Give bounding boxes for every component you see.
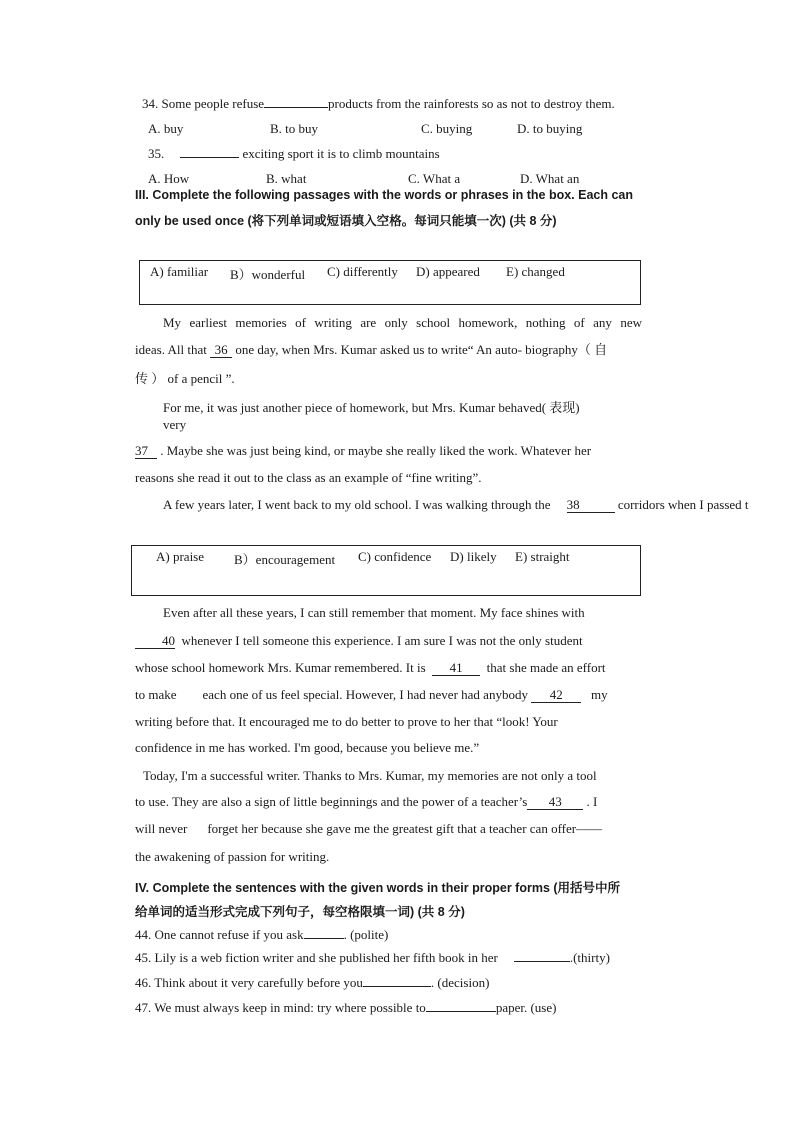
word-box-2-option-d: D) likely (450, 549, 497, 564)
passage-2-line-1: Even after all these years, I can still remember that moment. My face shines with (163, 605, 585, 620)
option-34-d[interactable]: D. to buying (517, 121, 583, 136)
passage-2-line-8: to use. They are also a sign of little beginnings and the power of a teacher’s 43 . I (135, 794, 598, 809)
question-47: 47. We must always keep in mind: try where possible to paper. (use) (135, 1000, 557, 1015)
passage-2-line-10: the awakening of passion for writing. (135, 849, 330, 864)
word-box-1-option-a: A) familiar (150, 264, 209, 279)
word-box-2 (131, 545, 641, 596)
answer-blank-42[interactable]: 42 (531, 688, 581, 703)
question-34: 34. Some people refuse products from the rainforests so as not to destroy them. (142, 96, 615, 111)
question-44: 44. One cannot refuse if you ask . (polite) (135, 927, 389, 942)
passage-1-line-1: My earliest memories of writing are only school homework, nothing of any new (163, 315, 642, 330)
passage-1-line-7: reasons she read it out to the class as an example of “fine writing”. (135, 470, 482, 485)
question-46: 46. Think about it very carefully before you . (decision) (135, 975, 490, 990)
passage-2-line-4: to make each one of us feel special. However, I had never had anybody 42 my (135, 687, 608, 702)
word-box-2-option-b: B）encouragement (234, 552, 336, 567)
section-3-heading-line1: III. Complete the following passages with the words or phrases in the box. Each can (135, 188, 634, 202)
answer-blank-46[interactable] (363, 986, 431, 987)
passage-2-line-6: confidence in me has worked. I'm good, because you believe me.” (135, 740, 480, 755)
passage-2-line-3: whose school homework Mrs. Kumar remembered. It is 41 that she made an effort (135, 660, 606, 675)
passage-2-line-5: writing before that. It encouraged me to do better to prove to her that “look! Your (135, 714, 558, 729)
word-box-1 (139, 260, 641, 305)
section-4-heading-line2: 给单词的适当形式完成下列句子，每空格限填一词) (共 8 分) (135, 905, 465, 919)
answer-blank-47[interactable] (426, 1011, 496, 1012)
passage-2-line-2: 40 whenever I tell someone this experience. I am sure I was not the only student (135, 633, 642, 649)
answer-blank-40[interactable]: 40 (135, 634, 175, 649)
answer-blank-37[interactable]: 37 (135, 444, 157, 459)
section-4-heading-line1: IV. Complete the sentences with the given words in their proper forms (用括号中所 (135, 881, 621, 895)
passage-1-line-5: very (163, 417, 187, 432)
option-35-d[interactable]: D. What an (520, 171, 580, 186)
option-34-a[interactable]: A. buy (148, 121, 184, 136)
question-35: 35. exciting sport it is to climb mountains (148, 146, 440, 161)
answer-blank-43[interactable]: 43 (527, 795, 583, 810)
word-box-1-option-c: C) differently (327, 264, 398, 279)
word-box-2-option-c: C) confidence (358, 549, 432, 564)
answer-blank-38[interactable]: 38 (567, 498, 615, 513)
option-34-b[interactable]: B. to buy (270, 121, 319, 136)
passage-1-line-2: ideas. All that 36 one day, when Mrs. Kumar asked us to write“ An auto- biography（ 自 (135, 342, 608, 357)
question-45: 45. Lily is a web fiction writer and she published her fifth book in her .(thirty) (135, 950, 610, 965)
option-35-b[interactable]: B. what (266, 171, 307, 186)
option-35-a[interactable]: A. How (148, 171, 190, 186)
passage-1-line-3: 传 ） of a pencil ”. (135, 371, 235, 386)
answer-blank-41[interactable]: 41 (432, 661, 480, 676)
answer-blank-35[interactable] (180, 157, 239, 158)
passage-1-line-4: For me, it was just another piece of homework, but Mrs. Kumar behaved( 表现) (163, 400, 580, 415)
answer-blank-36[interactable]: 36 (210, 343, 232, 358)
passage-1-line-6: 37 . Maybe she was just being kind, or maybe she really liked the work. Whatever her (135, 443, 592, 458)
answer-blank-44[interactable] (304, 938, 344, 939)
word-box-1-option-d: D) appeared (416, 264, 480, 279)
answer-blank-45[interactable] (514, 961, 570, 962)
word-box-1-option-e: E) changed (506, 264, 565, 279)
option-35-c[interactable]: C. What a (408, 171, 461, 186)
word-box-2-option-e: E) straight (515, 549, 570, 564)
answer-blank-34[interactable] (264, 107, 328, 108)
word-box-2-option-a: A) praise (156, 549, 205, 564)
passage-2-line-9: will never forget her because she gave me the greatest gift that a teacher can offer—— (135, 821, 603, 836)
section-3-heading-line2: only be used once (将下列单词或短语填入空格。每词只能填一次) (共 8 分) (135, 214, 557, 228)
passage-2-line-7: Today, I'm a successful writer. Thanks to Mrs. Kumar, my memories are not only a tool (143, 768, 597, 783)
word-box-1-option-b: B）wonderful (230, 267, 306, 282)
passage-1-line-8: A few years later, I went back to my old school. I was walking through the 38 corridors when I passed t (163, 497, 749, 512)
option-34-c[interactable]: C. buying (421, 121, 473, 136)
